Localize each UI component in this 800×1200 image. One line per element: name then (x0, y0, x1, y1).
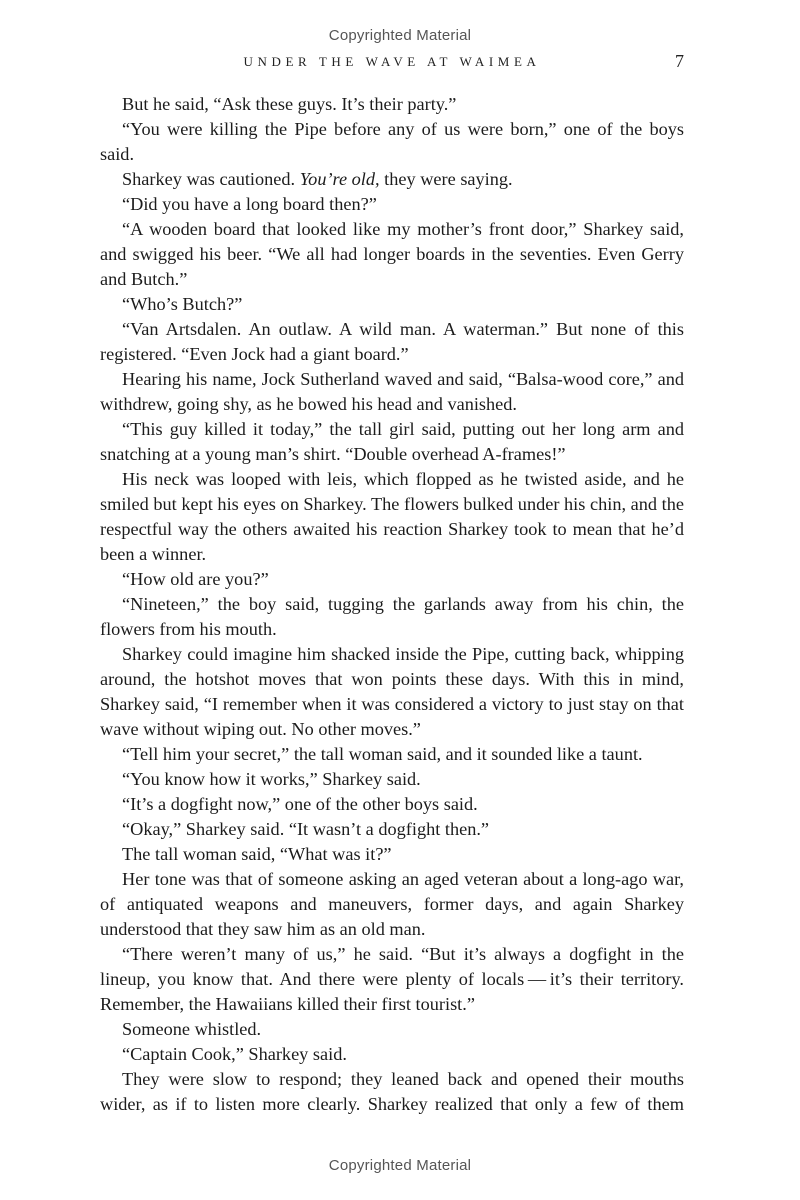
paragraph: “Captain Cook,” Sharkey said. (122, 1044, 347, 1064)
paragraph: Her tone was that of someone asking an aged veteran about a long-ago war, of antiquated weapons and maneuvers, former days, and again Sharkey understood that they saw him as an old man. (100, 869, 684, 939)
copyright-watermark-top: Copyrighted Material (328, 27, 472, 44)
paragraph: They were slow to respond; they leaned back and opened their mouths wider, as if to listen more clearly. Sharkey realized that only a few of them (100, 1069, 684, 1114)
paragraph: Someone whistled. (122, 1019, 262, 1039)
paragraph: His neck was looped with leis, which flopped as he twisted aside, and he smiled but kept his eyes on Sharkey. The flowers bulked under his chin, and the respectful way the others awaited his reaction Sharkey took to mean that he’d been a winner. (100, 469, 684, 564)
paragraph: “This guy killed it today,” the tall girl said, putting out her long arm and snatching at a young man’s shirt. “Double overhead A-frames!” (100, 419, 684, 464)
paragraph: Sharkey was cautioned. You’re old, they were saying. (122, 169, 513, 189)
paragraph: “A wooden board that looked like my mother’s front door,” Sharkey said, and swigged his beer. “We all had longer boards in the seventies. Even Gerry and Butch.” (100, 219, 684, 289)
paragraph: “You were killing the Pipe before any of us were born,” one of the boys said. (100, 119, 684, 164)
body-text (100, 92, 684, 1117)
page-number: 7 (675, 51, 684, 71)
copyright-watermark-bottom: Copyrighted Material (328, 1157, 472, 1174)
paragraph: But he said, “Ask these guys. It’s their party.” (122, 94, 457, 114)
paragraph: “Did you have a long board then?” (122, 194, 377, 214)
paragraph: “How old are you?” (122, 569, 269, 589)
paragraph: “It’s a dogfight now,” one of the other boys said. (122, 794, 478, 814)
paragraph: The tall woman said, “What was it?” (122, 844, 392, 864)
paragraph: “Okay,” Sharkey said. “It wasn’t a dogfight then.” (122, 819, 490, 839)
paragraph: Sharkey could imagine him shacked inside the Pipe, cutting back, whipping around, the hotshot moves that won points these days. With this in mind, Sharkey said, “I remember when it was considered a victory to just stay on that wave without wiping out. No other moves.” (100, 644, 684, 739)
paragraph: “Van Artsdalen. An outlaw. A wild man. A waterman.” But none of this registered. “Even Jock had a giant board.” (100, 319, 684, 364)
paragraph: “Nineteen,” the boy said, tugging the garlands away from his chin, the flowers from his mouth. (100, 594, 684, 639)
paragraph: “There weren’t many of us,” he said. “But it’s always a dogfight in the lineup, you know that. And there were plenty of locals — it’s their territory. Remember, the Hawaiians killed their first tourist.” (100, 944, 684, 1014)
paragraph: Hearing his name, Jock Sutherland waved and said, “Balsa-wood core,” and withdrew, going shy, as he bowed his head and vanished. (100, 369, 684, 414)
paragraph: “Who’s Butch?” (122, 294, 243, 314)
paragraph: “Tell him your secret,” the tall woman said, and it sounded like a taunt. (122, 744, 643, 764)
running-head-title: UNDER THE WAVE AT WAIMEA (243, 54, 541, 69)
paragraph: “You know how it works,” Sharkey said. (122, 769, 421, 789)
italic-phrase: You’re old, (299, 169, 380, 189)
